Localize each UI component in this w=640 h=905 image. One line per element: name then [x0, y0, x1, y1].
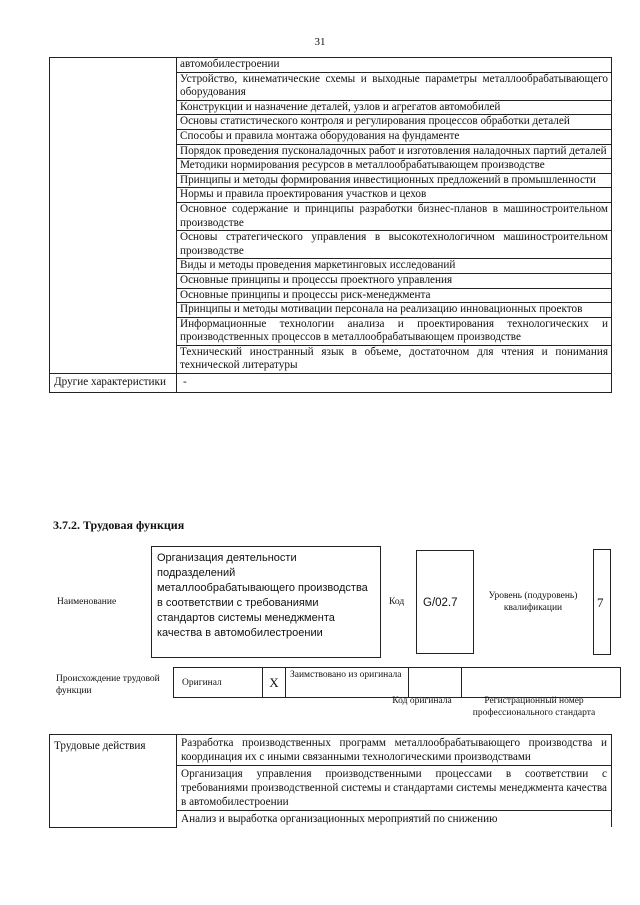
table-cell: Основные принципы и процессы риск-менеджмента	[177, 288, 612, 303]
origin-code-caption: Код оригинала	[392, 696, 452, 706]
original-label: Оригинал	[174, 668, 263, 698]
origin-reg-cell	[462, 668, 621, 698]
labor-actions-label: Трудовые действия	[50, 735, 177, 828]
table-cell: Порядок проведения пусконаладочных работ и изготовления наладочных партий деталей	[177, 144, 612, 159]
borrowed-label: Заимствовано из оригинала	[286, 668, 409, 698]
origin-label: Происхождение трудовой функции	[56, 674, 160, 696]
table-cell: Основы стратегического управления в высокотехнологичном машиностроительном производстве	[177, 231, 612, 259]
other-characteristics-label: Другие характеристики	[50, 374, 177, 393]
origin-code-cell	[409, 668, 462, 698]
table-cell: Основы статистического контроля и регулирования процессов обработки деталей	[177, 115, 612, 130]
table-cell: Виды и методы проведения маркетинговых исследований	[177, 259, 612, 274]
name-label: Наименование	[57, 597, 117, 607]
table-row	[50, 735, 612, 766]
table-cell: Организация управления производственными процессами в соответствии с требованиями производственной системы и стандартами системы менеджмента качества в автомобилестроении	[177, 766, 612, 811]
labor-actions-table	[49, 734, 612, 828]
origin-table	[173, 667, 621, 698]
level-label: Уровень (подуровень) квалификации	[488, 591, 578, 613]
table-cell: Принципы и методы мотивации персонала на реализацию инновационных проектов	[177, 303, 612, 318]
table-cell: Разработка производственных программ металлообрабатывающего производства и координация их с иными связанными технологическими производствами	[177, 735, 612, 766]
table-cell: Конструкции и назначение деталей, узлов и агрегатов автомобилей	[177, 100, 612, 115]
table-cell: Технический иностранный язык в объеме, достаточном для чтения и понимания технической литературы	[177, 345, 612, 373]
table-cell: Основное содержание и принципы разработки бизнес-планов в машиностроительном производстве	[177, 202, 612, 230]
code-value: G/02.7	[423, 597, 458, 609]
table-cell: Методики нормирования ресурсов в металлообрабатывающем производстве	[177, 159, 612, 174]
empty-label-cell	[50, 58, 177, 374]
table-cell: Способы и правила монтажа оборудования на фундаменте	[177, 129, 612, 144]
code-label: Код	[389, 597, 405, 607]
table-row	[50, 374, 612, 393]
table-cell: Нормы и правила проектирования участков и цехов	[177, 188, 612, 203]
table-cell: автомобилестроении	[177, 58, 612, 73]
table-cell: Информационные технологии анализа и проектирования технологических и производственных процессов в металлообрабатывающем производстве	[177, 317, 612, 345]
section-title: 3.7.2. Трудовая функция	[53, 518, 185, 532]
original-mark: X	[263, 668, 286, 698]
function-name-box: Организация деятельности подразделений металлообрабатывающего производства в соответствии с требованиями стандартов системы менеджмента качества в автомобилестроении	[151, 546, 381, 658]
table-cell: Анализ и выработка организационных мероприятий по снижению	[177, 811, 612, 828]
table-row	[174, 668, 621, 698]
other-characteristics-value: -	[177, 374, 612, 393]
table-cell: Принципы и методы формирования инвестиционных предложений в промышленности	[177, 173, 612, 188]
table-row	[50, 58, 612, 73]
knowledge-table	[49, 57, 612, 393]
reg-number-caption: Регистрационный номер профессионального стандарта	[472, 696, 596, 718]
table-cell: Устройство, кинематические схемы и выходные параметры металлообрабатывающего оборудования	[177, 72, 612, 100]
level-value: 7	[597, 595, 604, 610]
table-cell: Основные принципы и процессы проектного управления	[177, 273, 612, 288]
page-number: 31	[314, 36, 326, 48]
